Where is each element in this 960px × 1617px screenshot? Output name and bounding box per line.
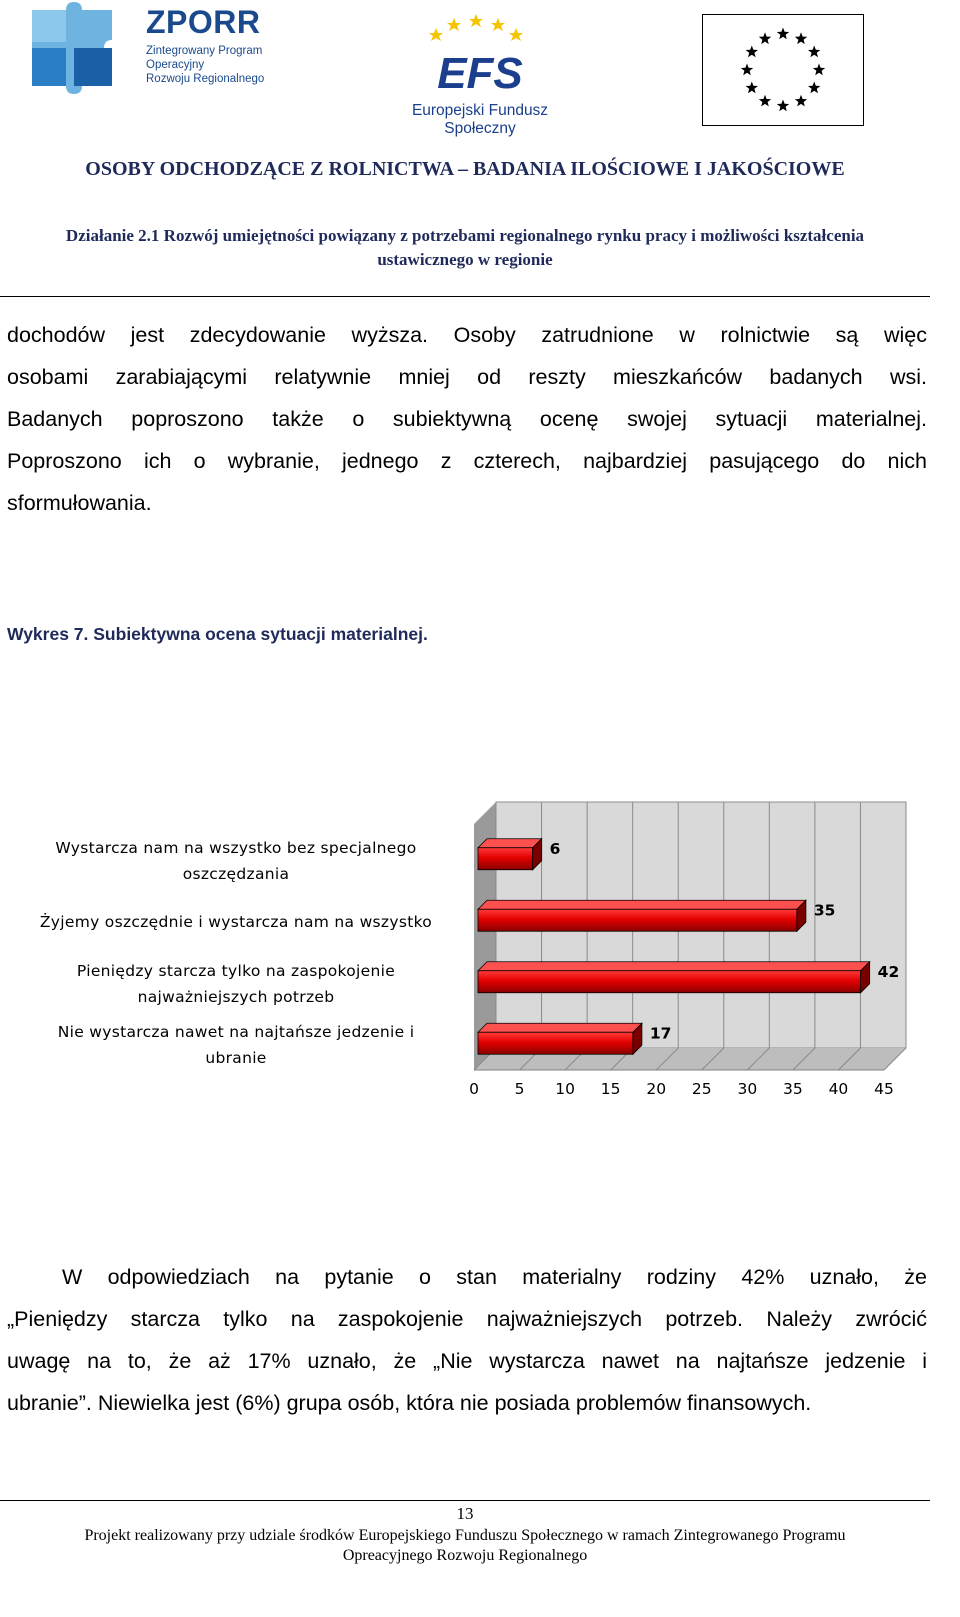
puzzle-icon [28, 2, 118, 98]
eu-star-icon [746, 82, 758, 94]
eu-star-icon [795, 32, 807, 44]
bar [478, 909, 797, 931]
paragraph-line: sformułowania. [7, 491, 152, 515]
x-tick-label: 45 [874, 1080, 894, 1098]
bar-chart [0, 780, 930, 1130]
paragraph-line: „Pieniędzy starcza tylko na zaspokojenie najważniejszych potrzeb. Należy zwrócić [7, 1307, 927, 1331]
eu-flag [702, 14, 864, 126]
category-label-line: Wystarcza nam na wszystko bez specjalnego [55, 838, 417, 857]
page-number: 13 [456, 1504, 474, 1523]
category-label-line: Pieniędzy starcza tylko na zaspokojenie [76, 961, 396, 980]
footer-line: Projekt realizowany przy udziale środków Europejskiego Funduszu Społecznego w ramach Zintegrowanego Programu [84, 1527, 846, 1544]
paragraph-line: uwagę na to, że aż 17% uznało, że „Nie wystarcza nawet na najtańsze jedzenie i [7, 1349, 927, 1373]
category-label-line: oszczędzania [182, 864, 290, 883]
paragraph-line: Poproszono ich o wybranie, jednego z czterech, najbardziej pasującego do nich [7, 449, 927, 473]
paragraph-line: osobami zarabiającymi relatywnie mniej od reszty mieszkańców badanych wsi. [7, 365, 927, 389]
bar [478, 848, 533, 870]
efs-wordmark: EFS [437, 49, 523, 98]
eu-star-icon [808, 46, 820, 58]
eu-star-icon [759, 32, 771, 44]
bar [478, 1032, 633, 1054]
x-tick-label: 15 [600, 1080, 621, 1098]
bar [478, 971, 861, 993]
eu-star-icon [741, 64, 753, 76]
data-label: 35 [813, 901, 836, 920]
x-tick-label: 30 [737, 1080, 758, 1098]
x-tick-label: 20 [646, 1080, 667, 1098]
paragraph-2 [7, 1256, 927, 1424]
efs-logo [380, 10, 580, 137]
bar-top [478, 900, 806, 909]
eu-star-icon [795, 95, 807, 107]
footer-divider [0, 1500, 930, 1501]
efs-emblem-icon [380, 10, 580, 102]
category-label-line: ubranie [205, 1049, 267, 1068]
bar-top [478, 1023, 642, 1032]
category-label-line: Nie wystarcza nawet na najtańsze jedzenie i [57, 1023, 415, 1042]
bar-top [478, 839, 542, 848]
figure-caption: Wykres 7. Subiektywna ocena sytuacji materialnej. [7, 624, 428, 644]
data-label: 6 [549, 839, 561, 858]
footer-text [0, 1526, 930, 1566]
zporr-title: ZPORR [146, 4, 261, 40]
eu-stars-icon [703, 15, 863, 125]
x-tick-label: 35 [783, 1080, 803, 1098]
paragraph-line: W odpowiedziach na pytanie o stan materialny rodziny 42% uznało, że [62, 1265, 927, 1289]
x-tick-label: 0 [469, 1080, 479, 1098]
document-subtitle: Działanie 2.1 Rozwój umiejętności powiązany z potrzebami regionalnego rynku pracy i możliwości kształcenia ustawicznego w regionie [65, 226, 865, 269]
document-title: OSOBY ODCHODZĄCE Z ROLNICTWA – BADANIA ILOŚCIOWE I JAKOŚCIOWE [85, 158, 845, 180]
bar-top [478, 962, 870, 971]
eu-star-icon [746, 46, 758, 58]
eu-star-icon [813, 64, 825, 76]
paragraph-line: dochodów jest zdecydowanie wyższa. Osoby zatrudnione w rolnictwie są więc [7, 323, 927, 347]
x-tick-label: 25 [691, 1080, 712, 1098]
paragraph-1 [7, 314, 927, 524]
eu-star-icon [777, 100, 789, 112]
data-label: 42 [877, 962, 900, 981]
x-tick-label: 40 [828, 1080, 849, 1098]
efs-subtitle: Europejski Fundusz Społeczny [411, 102, 549, 137]
paragraph-line: Badanych poproszono także o subiektywną ocenę swojej sytuacji materialnej. [7, 407, 927, 431]
zporr-logo [28, 2, 268, 98]
category-label-line: najważniejszych potrzeb [137, 987, 335, 1006]
paragraph-line: ubranie”. Niewielka jest (6%) grupa osób, która nie posiada problemów finansowych. [7, 1391, 812, 1415]
x-tick-label: 10 [555, 1080, 575, 1098]
x-tick-label: 5 [514, 1080, 525, 1098]
eu-star-icon [808, 82, 820, 94]
zporr-subtitle: Zintegrowany Program Operacyjny Rozwoju Regionalnego [146, 45, 265, 85]
eu-star-icon [759, 95, 771, 107]
category-label-line: Żyjemy oszczędnie i wystarcza nam na wszystko [39, 913, 433, 932]
data-label: 17 [649, 1024, 672, 1043]
eu-star-icon [777, 28, 789, 40]
footer-line: Opreacyjnego Rozwoju Regionalnego [342, 1547, 588, 1564]
header-logos [0, 0, 960, 140]
chart-plot [0, 780, 930, 1130]
header-divider [0, 296, 930, 297]
